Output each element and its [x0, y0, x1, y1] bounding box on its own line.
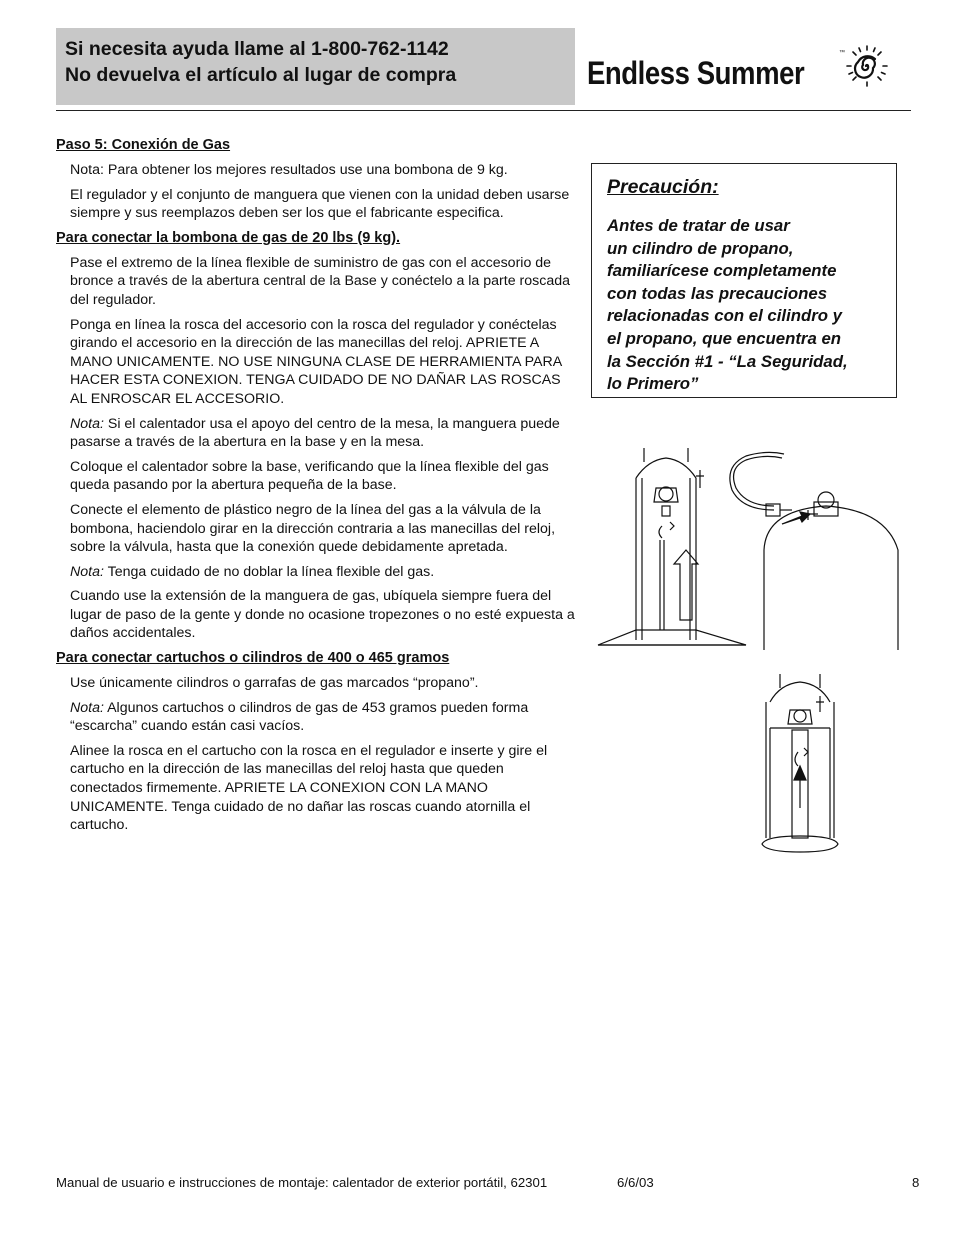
help-phone-line: Si necesita ayuda llame al 1-800-762-1142 [65, 38, 449, 60]
no-return-line: No devuelva el artículo al lugar de compra [65, 64, 457, 86]
note-label: Nota: [70, 415, 104, 432]
tank-paragraph: Cuando use la extensión de la manguera de gas, ubíquela siempre fuera del lugar de paso de la gente y donde no ocasione tropezones o no esté expuesta a daños accidentales. [70, 588, 575, 642]
help-banner [56, 28, 575, 105]
footer-date: 6/6/03 [617, 1175, 654, 1190]
caution-line: la Sección #1 - “La Seguridad, [607, 351, 848, 371]
note-label: Nota: [70, 563, 104, 580]
footer-manual-title: Manual de usuario e instrucciones de montaje: calentador de exterior portátil, 62301 [56, 1175, 548, 1190]
brand-name: Endless Summer [587, 54, 805, 91]
cartridge-connection-illustration [760, 668, 860, 854]
page-number: 8 [912, 1175, 920, 1190]
trademark-symbol: ™ [839, 50, 845, 56]
header-divider [56, 110, 911, 111]
step-note: Nota: Para obtener los mejores resultados use una bombona de 9 kg. [70, 162, 508, 178]
caution-line: Antes de tratar de usar [607, 216, 790, 235]
cartridge-note [70, 699, 580, 736]
caution-title: Precaución: [607, 176, 719, 198]
tank-note [70, 415, 580, 452]
caution-line: lo Primero” [607, 374, 699, 394]
tank-paragraph: Coloque el calentador sobre la base, verificando que la línea flexible del gas queda pasando por la abertura pequeña de la base. [70, 458, 549, 494]
tank-section-title: Para conectar la bombona de gas de 20 lbs (9 kg). [56, 229, 401, 246]
step-title: Paso 5: Conexión de Gas [56, 137, 231, 153]
instructions-column [56, 136, 580, 841]
note-text: Tenga cuidado de no doblar la línea flexible del gas. [103, 563, 435, 580]
caution-body [607, 215, 896, 396]
caution-line: con todas las precauciones [607, 283, 828, 303]
caution-line: un cilindro de propano, [607, 238, 794, 258]
caution-box [591, 163, 897, 398]
sun-swirl-icon [845, 44, 889, 88]
step-regulator-text: El regulador y el conjunto de manguera que vienen con la unidad deben usarse siempre y sus reemplazos deben ser los que el fabricante especifica. [70, 186, 570, 222]
brand-logo [587, 50, 845, 96]
tank-paragraph: Pase el extremo de la línea flexible de suministro de gas con el accesorio de bronce a través de la abertura central de la Base y conéctelo a la parte roscada del regulador. [70, 254, 571, 308]
caution-line: relacionadas con el cilindro y [607, 306, 843, 326]
tank-paragraph: Conecte el elemento de plástico negro de la línea del gas a la válvula de la bombona, haciendolo girar en la dirección contraria a las manecillas del reloj, sobre la válvula, hasta que la conexión quede debidamente apretada. [70, 501, 556, 556]
caution-line: familiarícese completamente [607, 261, 837, 281]
cartridge-paragraph: Alinee la rosca en el cartucho con la rosca en el regulador e inserte y gire el cartucho en la dirección de las manecillas del reloj hasta que queden conectados firmemente. APRIETE LA CONEXION CON LA MANO UNICAMENTE. Tenga cuidado de no dañar las roscas cuando atornilla el cartucho. [70, 742, 548, 834]
cartridge-paragraph: Use únicamente cilindros o garrafas de gas marcados “propano”. [70, 675, 479, 692]
tank-paragraph: Ponga en línea la rosca del accesorio con la rosca del regulador y conéctelas girando el accesorio en la dirección de las manecillas del reloj. APRIETE A MANO UNICAMENTE. NO USE NINGUNA CLASE DE HERRAMIENTA PARA HACER ESTA CONEXION. TENGA CUIDADO DE NO DAÑAR LAS ROSCAS AL ENROSCAR EL ACCESORIO. [70, 316, 562, 407]
caution-line: el propano, que encuentra en [607, 328, 842, 348]
note-label: Nota: [70, 699, 104, 716]
tank-note [70, 563, 580, 582]
note-text: Algunos cartuchos o cilindros de gas de 453 gramos pueden forma “escarcha” cuando están casi vacíos. [70, 699, 529, 735]
tank-connection-illustration [596, 440, 902, 652]
note-text: Si el calentador usa el apoyo del centro de la mesa, la manguera puede pasarse a través de la abertura en la base y en la mesa. [70, 415, 560, 451]
cartridge-section-title: Para conectar cartuchos o cilindros de 400 o 465 gramos [56, 650, 450, 667]
